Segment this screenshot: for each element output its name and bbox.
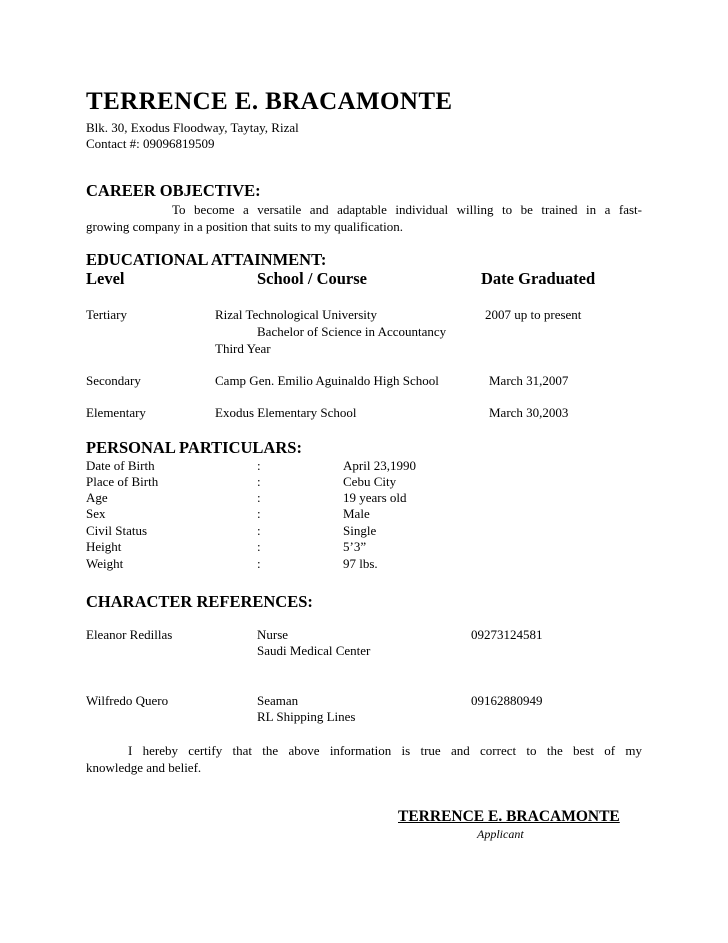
personal-separator: : (257, 523, 261, 538)
education-date: March 30,2003 (489, 405, 569, 420)
education-date: March 31,2007 (489, 373, 569, 388)
education-level: Tertiary (86, 307, 127, 322)
personal-separator: : (257, 474, 261, 489)
personal-label: Height (86, 539, 122, 554)
personal-separator: : (257, 556, 261, 571)
reference-name: Eleanor Redillas (86, 627, 173, 642)
reference-occupation: Seaman (257, 693, 299, 708)
objective-line-2: growing company in a position that suits to my qualification. (86, 219, 404, 234)
personal-value: Cebu City (343, 474, 397, 489)
personal-label: Age (86, 490, 108, 505)
personal-label: Sex (86, 506, 106, 521)
address: Blk. 30, Exodus Floodway, Taytay, Rizal (86, 120, 299, 135)
contact-number: Contact #: 09096819509 (86, 136, 215, 151)
personal-label: Place of Birth (86, 474, 159, 489)
reference-company: Saudi Medical Center (257, 643, 371, 658)
personal-value: 97 lbs. (343, 556, 378, 571)
reference-phone: 09162880949 (471, 693, 543, 708)
personal-value: Male (343, 506, 370, 521)
personal-label: Date of Birth (86, 458, 155, 473)
education-col-date: Date Graduated (481, 269, 596, 288)
references-heading: CHARACTER REFERENCES: (86, 592, 313, 611)
applicant-name: TERRENCE E. BRACAMONTE (86, 88, 453, 115)
education-col-school: School / Course (257, 269, 368, 288)
reference-phone: 09273124581 (471, 627, 543, 642)
personal-label: Civil Status (86, 523, 148, 538)
personal-heading: PERSONAL PARTICULARS: (86, 438, 302, 457)
certification-line-2: knowledge and belief. (86, 760, 202, 775)
education-heading: EDUCATIONAL ATTAINMENT: (86, 250, 327, 269)
personal-value: 5’3” (343, 539, 367, 554)
education-level: Elementary (86, 405, 146, 420)
personal-value: April 23,1990 (343, 458, 416, 473)
education-year: Third Year (215, 341, 271, 356)
personal-separator: : (257, 490, 261, 505)
reference-occupation: Nurse (257, 627, 289, 642)
personal-separator: : (257, 458, 261, 473)
education-level: Secondary (86, 373, 141, 388)
signature-role: Applicant (477, 827, 524, 841)
personal-value: Single (343, 523, 377, 538)
career-objective-heading: CAREER OBJECTIVE: (86, 181, 261, 200)
education-school: Exodus Elementary School (215, 405, 357, 420)
signature-name: TERRENCE E. BRACAMONTE (398, 808, 620, 825)
reference-name: Wilfredo Quero (86, 693, 169, 708)
education-school: Camp Gen. Emilio Aguinaldo High School (215, 373, 439, 388)
education-col-level: Level (86, 269, 125, 288)
reference-company: RL Shipping Lines (257, 709, 356, 724)
objective-line-1: To become a versatile and adaptable individual willing to be trained in a fast- (172, 202, 642, 217)
personal-separator: : (257, 506, 261, 521)
education-course: Bachelor of Science in Accountancy (257, 324, 447, 339)
personal-value: 19 years old (343, 490, 407, 505)
personal-label: Weight (86, 556, 124, 571)
certification-line-1: I hereby certify that the above information is true and correct to the best of my (128, 743, 642, 758)
education-date: 2007 up to present (485, 307, 582, 322)
personal-separator: : (257, 539, 261, 554)
education-school: Rizal Technological University (215, 307, 378, 322)
